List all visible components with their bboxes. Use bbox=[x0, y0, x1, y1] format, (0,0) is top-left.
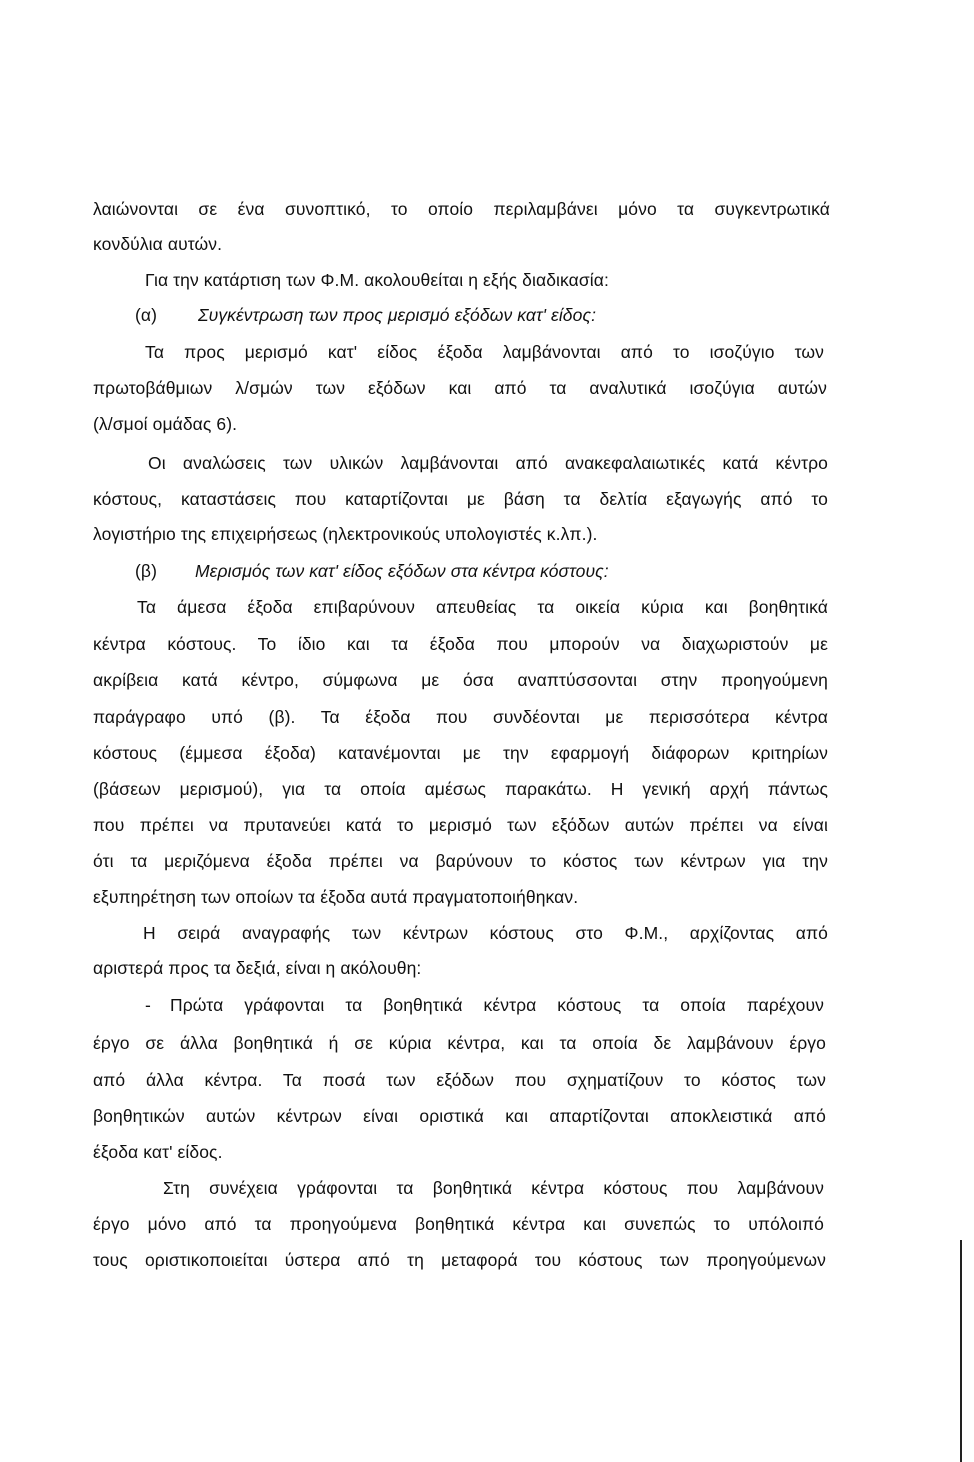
text-line: Για την κατάρτιση των Φ.Μ. ακολουθείται η εξής διαδικασία: bbox=[145, 270, 609, 290]
list-marker: (β) bbox=[135, 561, 158, 581]
text-line: εξυπηρέτηση των οποίων τα έξοδα αυτά πραγματοποιήθηκαν. bbox=[93, 887, 579, 907]
text-line: έργο σε άλλα βοηθητικά ή σε κύρια κέντρα, και τα οποία δε λαμβάνουν έργο bbox=[93, 1033, 826, 1053]
section-heading: Μερισμός των κατ' είδος εξόδων στα κέντρα κόστους: bbox=[195, 561, 609, 581]
text-line: (βάσεων μερισμού), για τα οποία αμέσως παρακάτω. Η γενική αρχή πάντως bbox=[93, 779, 828, 799]
text-line: (λ/σμοί ομάδας 6). bbox=[93, 414, 238, 434]
text-line: παράγραφο υπό (β). Τα έξοδα που συνδέονται με περισσότερα κέντρα bbox=[93, 707, 828, 727]
text-line: λαιώνονται σε ένα συνοπτικό, το οποίο περιλαμβάνει μόνο τα συγκεντρωτικά bbox=[93, 199, 830, 219]
text-line: λογιστήριο της επιχειρήσεως (ηλεκτρονικούς υπολογιστές κ.λπ.). bbox=[93, 524, 598, 544]
text-line: από άλλα κέντρα. Τα ποσά των εξόδων που σχηματίζουν το κόστος των bbox=[93, 1070, 826, 1090]
text-line: τους οριστικοποιείται ύστερα από τη μεταφορά του κόστους των προηγούμενων bbox=[93, 1250, 826, 1270]
list-marker: (α) bbox=[135, 305, 158, 325]
text-line: αριστερά προς τα δεξιά, είναι η ακόλουθη: bbox=[93, 958, 422, 978]
text-line: κονδύλια αυτών. bbox=[93, 234, 223, 254]
text-line: κόστους (έμμεσα έξοδα) κατανέμονται με την εφαρμογή διάφορων κριτηρίων bbox=[93, 743, 828, 763]
text-line: ακρίβεια κατά κέντρο, σύμφωνα με όσα αναπτύσσονται στην προηγούμενη bbox=[93, 670, 828, 690]
text-line: έργο μόνο από τα προηγούμενα βοηθητικά κέντρα και συνεπώς το υπόλοιπό bbox=[93, 1214, 824, 1234]
text-line: Τα άμεσα έξοδα επιβαρύνουν απευθείας τα οικεία κύρια και βοηθητικά bbox=[137, 597, 828, 617]
list-bullet: - bbox=[145, 995, 151, 1015]
text-line: ότι τα μεριζόμενα έξοδα πρέπει να βαρύνουν το κόστος των κέντρων για την bbox=[93, 851, 828, 871]
text-line: πρωτοβάθμιων λ/σμών των εξόδων και από τα αναλυτικά ισοζύγια αυτών bbox=[93, 378, 827, 398]
section-heading: Συγκέντρωση των προς μερισμό εξόδων κατ' είδος: bbox=[198, 305, 597, 325]
text-line: βοηθητικών αυτών κέντρων είναι οριστικά και απαρτίζονται αποκλειστικά από bbox=[93, 1106, 826, 1126]
text-line: Τα προς μερισμό κατ' είδος έξοδα λαμβάνονται από το ισοζύγιο των bbox=[145, 342, 824, 362]
scan-edge-line bbox=[960, 1240, 962, 1462]
text-line: Στη συνέχεια γράφονται τα βοηθητικά κέντρα κόστους που λαμβάνουν bbox=[163, 1178, 824, 1198]
text-line: έξοδα κατ' είδος. bbox=[93, 1142, 223, 1162]
text-line: κόστους, καταστάσεις που καταρτίζονται με βάση τα δελτία εξαγωγής από το bbox=[93, 489, 828, 509]
text-line: που πρέπει να πρυτανεύει κατά το μερισμό των εξόδων αυτών πρέπει να είναι bbox=[93, 815, 828, 835]
text-line: Πρώτα γράφονται τα βοηθητικά κέντρα κόστους τα οποία παρέχουν bbox=[170, 995, 824, 1015]
text-line: Οι αναλώσεις των υλικών λαμβάνονται από ανακεφαλαιωτικές κατά κέντρο bbox=[148, 453, 828, 473]
text-line: Η σειρά αναγραφής των κέντρων κόστους στο Φ.Μ., αρχίζοντας από bbox=[143, 923, 828, 943]
text-line: κέντρα κόστους. Το ίδιο και τα έξοδα που μπορούν να διαχωριστούν με bbox=[93, 634, 828, 654]
